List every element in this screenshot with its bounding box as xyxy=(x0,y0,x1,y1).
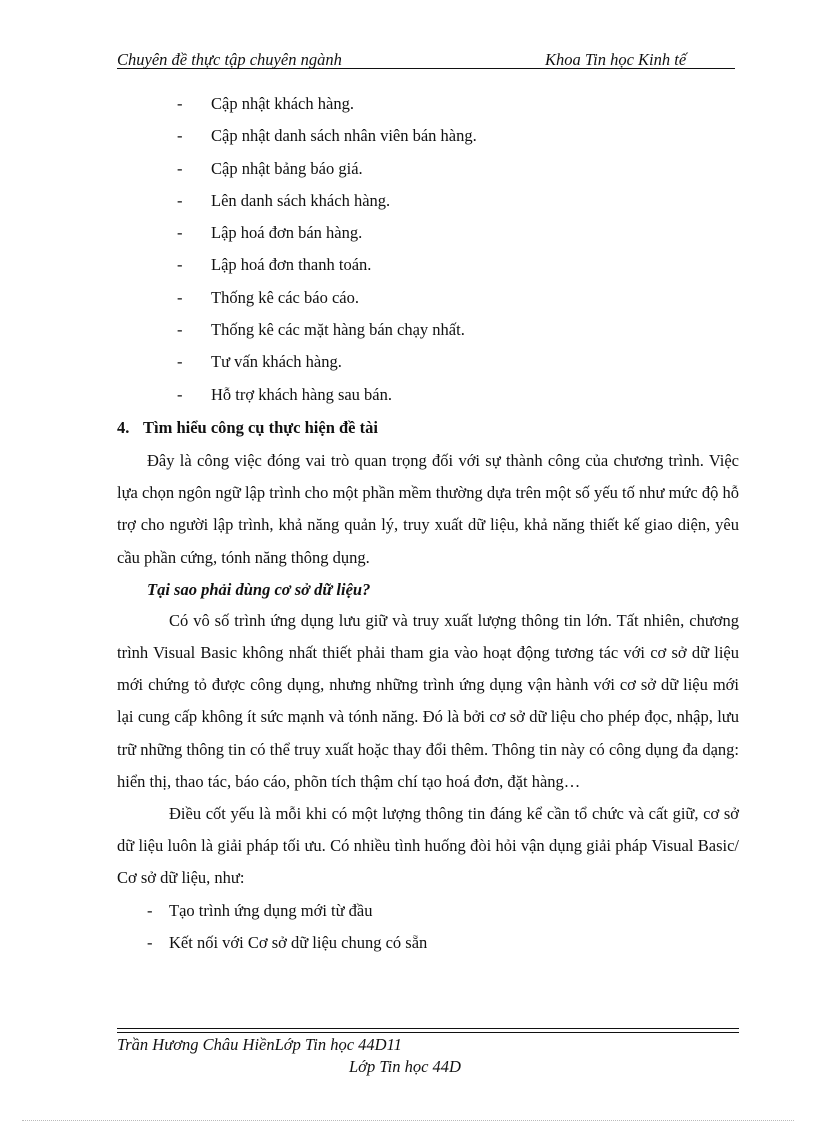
list-item-text: Kết nối với Cơ sở dữ liệu chung có sẵn xyxy=(169,932,428,952)
list-item xyxy=(117,927,739,959)
footer-rule xyxy=(117,1032,739,1033)
feature-list xyxy=(117,91,739,414)
list-item xyxy=(117,895,739,927)
header-faculty: Khoa Tin học Kinh tế xyxy=(545,50,687,69)
list-item-text: Thống kê các mặt hàng bán chạy nhất. xyxy=(211,320,465,340)
bullet-dash: - xyxy=(177,287,183,307)
list-item-text: Hỗ trợ khách hàng sau bán. xyxy=(211,384,393,404)
list-item xyxy=(117,91,739,123)
list-item-text: Cập nhật khách hàng. xyxy=(211,94,354,113)
bullet-dash: - xyxy=(177,94,183,113)
paragraph-database-why: Có vô số trình ứng dụng lưu giữ và truy xuất lượng thông tin lớn. Tất nhiên, chương trình Visual Basic không nhất thiết phải tham gia vào hoạt động tương tác với cơ sở dữ liệu mới chứng tỏ được công dụng, nhưng những trình ứng dụng vận hành với cơ sở dữ liệu mới lại cung cấp không ít sức mạnh và tónh năng. Đó là bởi cơ sở dữ liệu cho phép đọc, nhập, lưu trữ những thông tin có thể truy xuất hoặc thay đổi thêm. Thông tin này có công dụng đa dạng: hiển thị, thao tác, báo cáo, phõn tích thậm chí tạo hoá đơn, đặt hàng… xyxy=(117,610,739,791)
list-item-text: Thống kê các báo cáo. xyxy=(211,287,359,307)
list-item xyxy=(117,285,739,317)
list-item-text: Lập hoá đơn bán hàng. xyxy=(211,223,363,243)
bullet-dash: - xyxy=(177,255,183,275)
list-item xyxy=(117,317,739,349)
section-number: 4. xyxy=(117,417,130,437)
list-item-text: Tư vấn khách hàng. xyxy=(211,352,342,372)
bullet-dash: - xyxy=(147,900,153,920)
list-item-text: Lập hoá đơn thanh toán. xyxy=(211,255,372,275)
list-item-text: Lên danh sách khách hàng. xyxy=(211,190,391,210)
section-heading xyxy=(117,415,739,445)
scenario-list xyxy=(117,895,739,959)
footer-class-line: Lớp Tin học 44D xyxy=(349,1057,461,1076)
page-bottom-dotted-line xyxy=(22,1120,794,1121)
bullet-dash: - xyxy=(177,384,183,404)
bullet-dash: - xyxy=(177,158,183,178)
footer-author: Trần Hương Châu Hiền xyxy=(117,1035,275,1054)
bullet-dash: - xyxy=(177,126,183,146)
list-item-text: Cập nhật danh sách nhân viên bán hàng. xyxy=(211,126,477,146)
list-item-text: Cập nhật bảng báo giá. xyxy=(211,158,363,178)
header-rule xyxy=(117,68,735,69)
paragraph-database-solution: Điều cốt yếu là mỗi khi có một lượng thông tin đáng kể cần tổ chức và cất giữ, cơ sở dữ liệu luôn là giải pháp tối ưu. Có nhiều tình huống đòi hỏi vận dụng giải pháp Visual Basic/ Cơ sở dữ liệu, như: xyxy=(117,804,739,888)
paragraph-intro: Đây là công việc đóng vai trò quan trọng đối với sự thành công của chương trình. Việc lựa chọn ngôn ngữ lập trình cho một phần mềm thường dựa trên một số yếu tố như mức độ hỗ trợ cho người lập trình, khả năng quản lý, truy xuất dữ liệu, khả năng thiết kế giao diện, yêu cầu phần cứng, tónh năng thông dụng. xyxy=(117,450,739,567)
bullet-dash: - xyxy=(177,223,183,243)
bullet-dash: - xyxy=(147,932,153,952)
footer-class: Lớp Tin học 44D xyxy=(274,1035,387,1054)
footer-line xyxy=(117,1035,402,1055)
bullet-dash: - xyxy=(177,190,183,210)
page-number: 11 xyxy=(386,1035,402,1054)
list-item xyxy=(117,188,739,220)
document-body xyxy=(117,91,739,959)
bullet-dash: - xyxy=(177,352,183,372)
header-course-title: Chuyên đề thực tập chuyên ngành xyxy=(117,50,342,69)
list-item xyxy=(117,220,739,252)
list-item xyxy=(117,382,739,414)
list-item xyxy=(117,123,739,155)
list-item xyxy=(117,156,739,188)
subheading: Tại sao phải dùng cơ sở dữ liệu? xyxy=(147,579,371,599)
section-title: Tìm hiểu công cụ thực hiện đề tài xyxy=(143,417,378,437)
list-item xyxy=(117,349,739,381)
list-item-text: Tạo trình ứng dụng mới từ đầu xyxy=(169,900,373,920)
page-header xyxy=(117,48,735,70)
list-item xyxy=(117,252,739,284)
footer-rule xyxy=(117,1028,739,1029)
bullet-dash: - xyxy=(177,320,183,340)
